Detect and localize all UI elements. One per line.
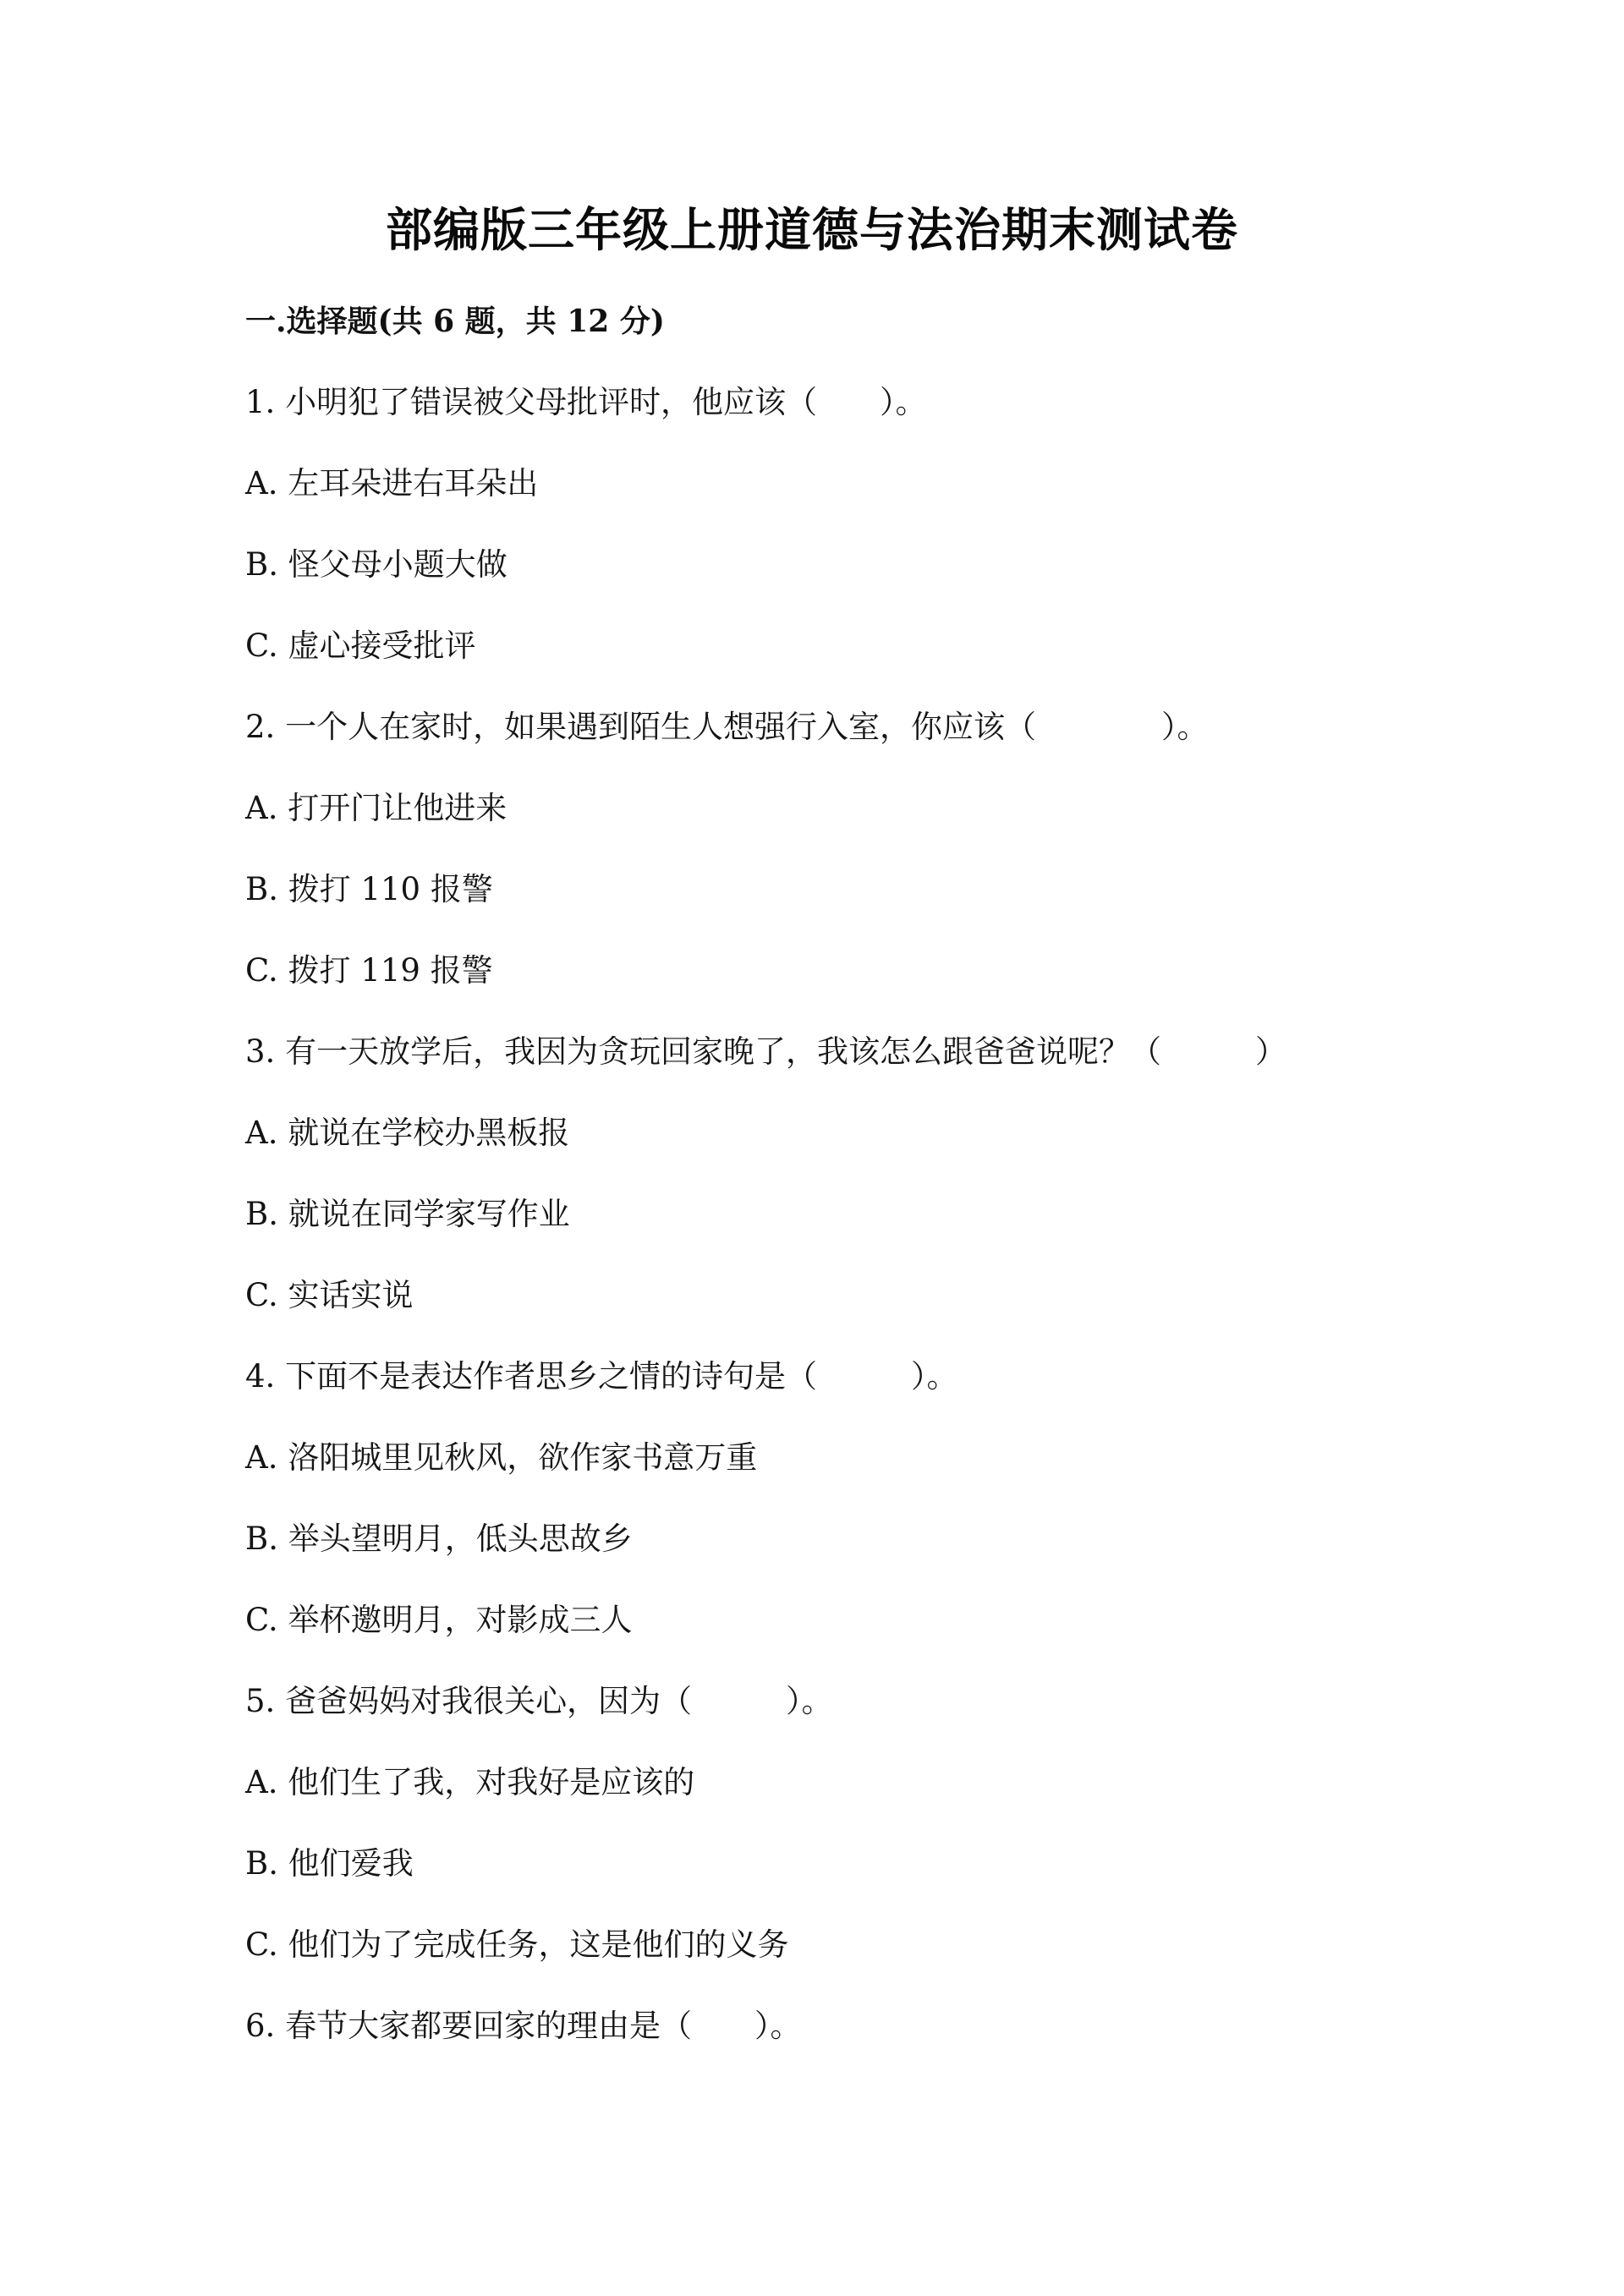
question-1-option-b: B. 怪父母小题大做 — [245, 546, 508, 583]
question-5-option-c: C. 他们为了完成任务，这是他们的义务 — [245, 1926, 789, 1963]
question-1-stem: 1. 小明犯了错误被父母批评时，他应该（ ）。 — [245, 384, 927, 420]
question-5-option-a: A. 他们生了我，对我好是应该的 — [245, 1764, 695, 1800]
question-list — [245, 377, 1429, 2082]
section-heading: 一.选择题(共 6 题，共 12 分) — [245, 304, 665, 339]
question-3-option-c: C. 实话实说 — [245, 1277, 414, 1313]
question-5-option-b: B. 他们爱我 — [245, 1845, 414, 1882]
question-4-stem: 4. 下面不是表达作者思乡之情的诗句是（ ）。 — [245, 1358, 958, 1395]
question-1-option-a: A. 左耳朵进右耳朵出 — [245, 465, 539, 501]
question-3-option-a: A. 就说在学校办黑板报 — [245, 1115, 570, 1151]
question-3-stem: 3. 有一天放学后，我因为贪玩回家晚了，我该怎么跟爸爸说呢？（ ） — [245, 1033, 1287, 1070]
question-1-option-c: C. 虚心接受批评 — [245, 627, 476, 664]
question-4-option-b: B. 举头望明月，低头思故乡 — [245, 1521, 633, 1557]
question-3-option-b: B. 就说在同学家写作业 — [245, 1196, 570, 1232]
question-2-option-b: B. 拨打 110 报警 — [245, 871, 493, 907]
question-4-option-c: C. 举杯邀明月，对影成三人 — [245, 1602, 633, 1638]
question-4-option-a: A. 洛阳城里见秋风，欲作家书意万重 — [245, 1439, 758, 1476]
question-2-option-c: C. 拨打 119 报警 — [245, 952, 493, 989]
question-2-stem: 2. 一个人在家时，如果遇到陌生人想强行入室，你应该（ ）。 — [245, 709, 1209, 745]
question-6-stem: 6. 春节大家都要回家的理由是（ ）。 — [245, 2008, 802, 2044]
question-5-stem: 5. 爸爸妈妈对我很关心，因为（ ）。 — [245, 1683, 833, 1719]
page-title: 部编版三年级上册道德与法治期末测试卷 — [385, 202, 1238, 257]
question-2-option-a: A. 打开门让他进来 — [245, 790, 508, 826]
